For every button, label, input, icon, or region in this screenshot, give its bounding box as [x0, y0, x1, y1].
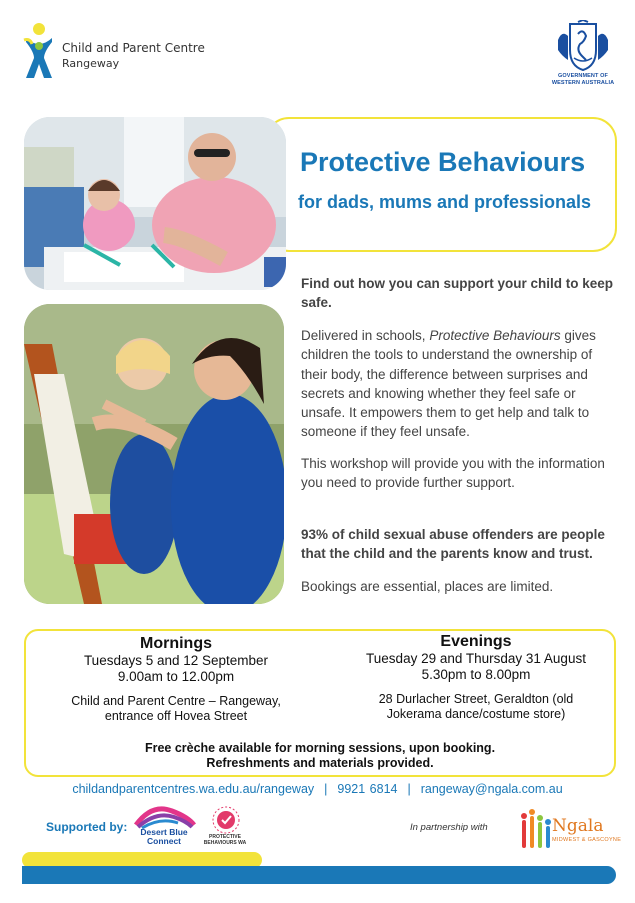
- description-em: Protective Behaviours: [429, 328, 561, 343]
- mornings-venue-line1: Child and Parent Centre – Rangeway,: [71, 694, 281, 708]
- ngala-figures-icon: [518, 808, 552, 852]
- footer-blue-bar: [22, 866, 616, 884]
- dbc-wordmark: [134, 828, 194, 846]
- pbc-wordmark: [200, 834, 250, 846]
- lead-text: Find out how you can support your child to keep safe.: [301, 276, 614, 311]
- creche-line1: Free crèche available for morning sessions, upon booking.: [144, 741, 496, 755]
- ngala-wordmark: Ngala: [552, 816, 604, 836]
- supported-by-label: Supported by:: [46, 820, 128, 834]
- description-pre: Delivered in schools,: [301, 328, 430, 343]
- contact-line: [0, 782, 635, 796]
- title-panel: [265, 117, 617, 252]
- creche-note: [26, 741, 614, 771]
- evenings-heading: Evenings: [440, 633, 512, 650]
- dbc-line1: Desert Blue: [140, 827, 188, 837]
- gov-line2: WESTERN AUSTRALIA: [551, 79, 615, 86]
- cpc-name: Child and Parent Centre: [62, 41, 205, 55]
- wa-government-logo: [548, 20, 618, 90]
- evenings-venue-line1: 28 Durlacher Street, Geraldton (old: [378, 692, 574, 706]
- separator: |: [324, 782, 328, 796]
- wa-crest-icon: [548, 20, 618, 74]
- page-subtitle: for dads, mums and professionals: [298, 192, 592, 212]
- mornings-heading: Mornings: [140, 635, 212, 652]
- gov-line1: GOVERNMENT OF: [558, 73, 608, 79]
- child-parent-centre-logo: [22, 22, 252, 82]
- desert-blue-connect-icon: [132, 803, 198, 829]
- pbc-line1: PROTECTIVE: [209, 834, 241, 840]
- phone-number[interactable]: 9921 6814: [337, 782, 398, 796]
- dad-daughter-drawing-photo: [24, 117, 286, 290]
- mornings-time: 9.00am to 12.00pm: [117, 669, 235, 684]
- pbc-line2: BEHAVIOURS WA: [203, 840, 247, 846]
- mornings-dates: Tuesdays 5 and 12 September: [83, 653, 269, 668]
- mother-child-painting-photo: [24, 304, 284, 604]
- description-paragraph: [301, 326, 619, 442]
- family-figure-icon: [22, 22, 58, 80]
- evenings-dates: Tuesday 29 and Thursday 31 August: [366, 651, 586, 666]
- mornings-venue-line2: entrance off Hovea Street: [104, 709, 248, 723]
- dbc-line2: Connect: [147, 836, 181, 846]
- creche-line2: Refreshments and materials provided.: [206, 756, 434, 770]
- evenings-column: [336, 633, 616, 722]
- page-title: Protective Behaviours: [300, 147, 586, 177]
- email-link[interactable]: rangeway@ngala.com.au: [420, 782, 563, 796]
- website-link[interactable]: childandparentcentres.wa.edu.au/rangeway: [72, 782, 315, 796]
- workshop-paragraph: This workshop will provide you with the information you need to provide further support.: [301, 456, 605, 491]
- evenings-time: 5.30pm to 8.00pm: [421, 667, 531, 682]
- cpc-location: Rangeway: [62, 57, 120, 70]
- mornings-column: [66, 635, 286, 724]
- separator: |: [407, 782, 411, 796]
- ngala-region: MIDWEST & GASCOYNE: [552, 837, 622, 843]
- statistic-text: 93% of child sexual abuse offenders are people that the child and the parents know and trust.: [301, 527, 605, 562]
- bookings-note: Bookings are essential, places are limited.: [301, 579, 554, 594]
- description-post: gives children the tools to understand the ownership of their body, the difference between surprises and secrets and knowing whether they feel safe or unsafe. It empowers them to get help and talk to someone if they feel unsafe.: [301, 328, 596, 440]
- evenings-venue-line2: Jokerama dance/costume store): [386, 707, 566, 721]
- partnership-label: In partnership with: [410, 822, 488, 833]
- protective-behaviours-icon: [204, 805, 248, 835]
- sessions-panel: [24, 629, 616, 777]
